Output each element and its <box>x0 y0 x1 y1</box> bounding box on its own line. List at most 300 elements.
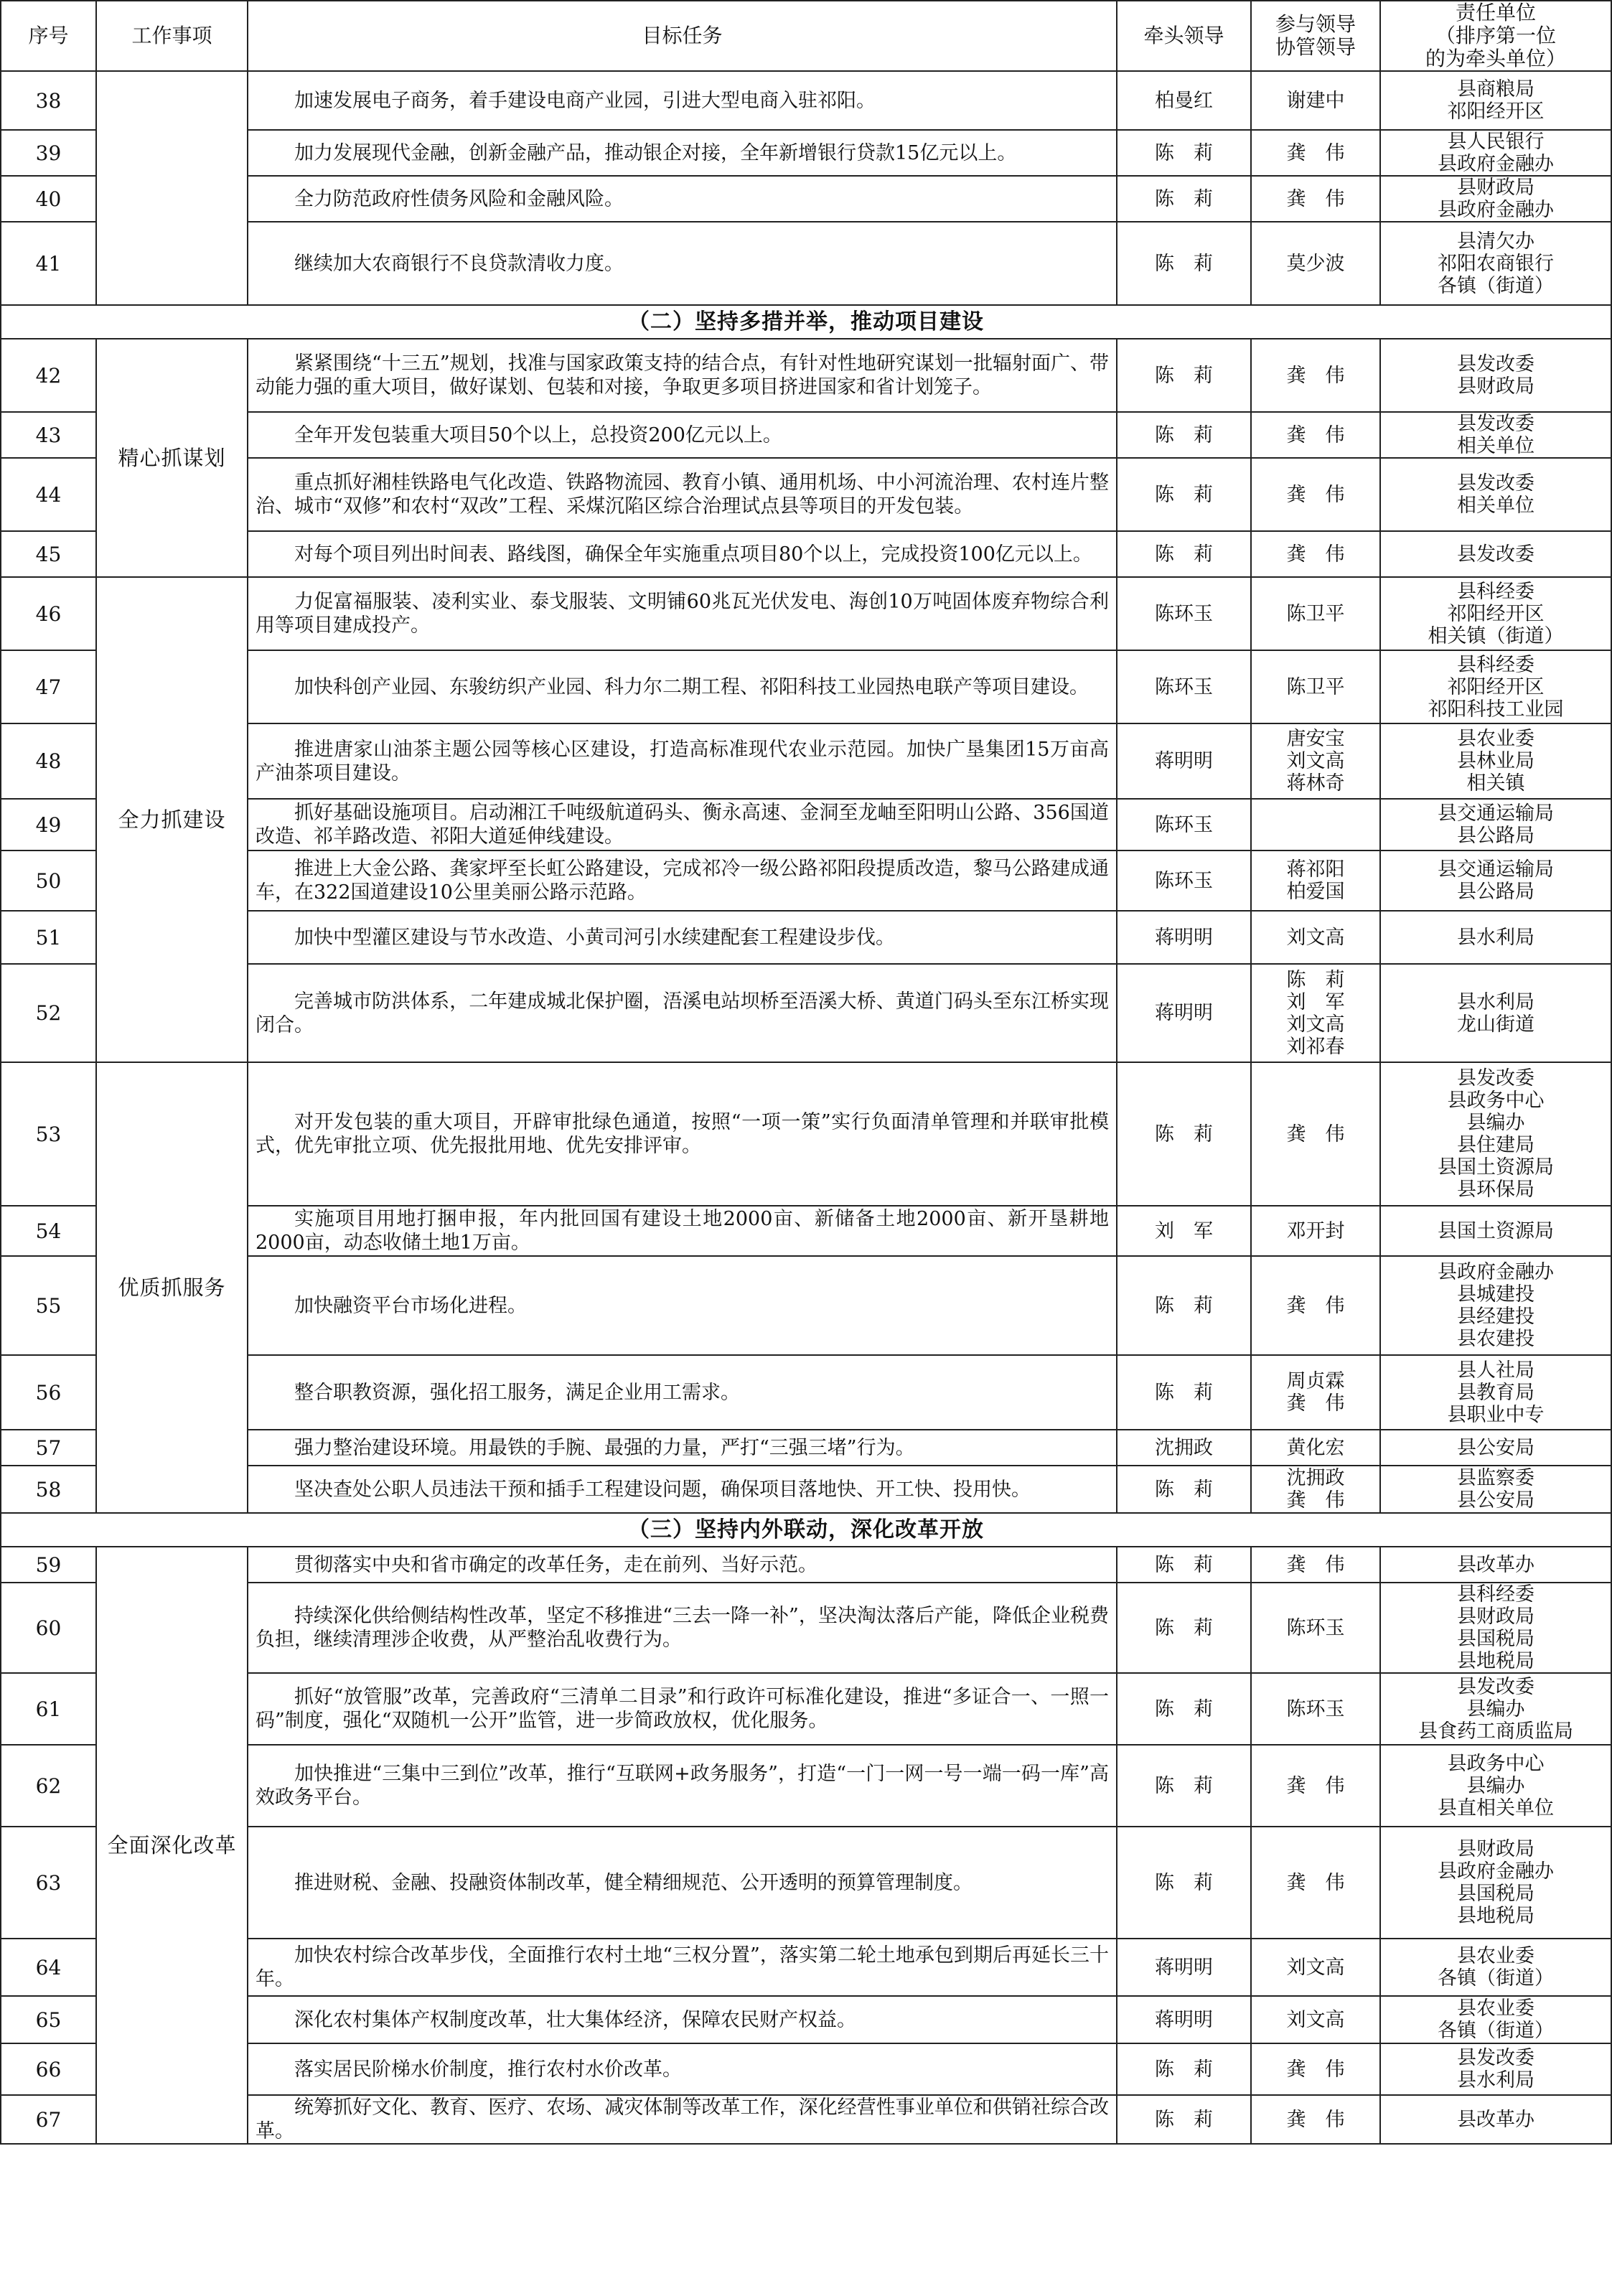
row-lead <box>1117 458 1251 531</box>
row-lead <box>1117 1466 1251 1513</box>
row-lead <box>1117 1355 1251 1430</box>
header-task: 目标任务 <box>248 1 1117 71</box>
lead-line: 陈 莉 <box>1155 187 1213 210</box>
lead-line: 蒋明明 <box>1155 1002 1213 1024</box>
org-line: 县编办 <box>1466 1774 1525 1797</box>
row-lead <box>1117 531 1251 577</box>
header-assist-line: 参与领导 <box>1275 12 1356 36</box>
row-seq: 38 <box>1 71 96 130</box>
row-lead <box>1117 71 1251 130</box>
assist-line: 陈环玉 <box>1286 1697 1345 1720</box>
row-seq: 56 <box>1 1355 96 1430</box>
row-task: 加快中型灌区建设与节水改造、小黄司河引水续建配套工程建设步伐。 <box>248 911 1117 964</box>
org-line: 祁阳科技工业园 <box>1428 698 1564 721</box>
row-seq: 44 <box>1 458 96 531</box>
org-line: 县经建投 <box>1457 1306 1534 1328</box>
row-org <box>1380 176 1611 222</box>
row-assist <box>1251 222 1380 305</box>
section-row <box>1 1513 1611 1547</box>
row-lead <box>1117 650 1251 723</box>
row-lead <box>1117 1745 1251 1827</box>
row-seq: 46 <box>1 577 96 650</box>
org-line: 县公安局 <box>1457 1489 1534 1512</box>
row-lead <box>1117 1206 1251 1256</box>
org-line: 县交通运输局 <box>1438 802 1554 825</box>
lead-line: 蒋明明 <box>1155 2008 1213 2031</box>
assist-line: 唐安宝 <box>1286 728 1345 750</box>
lead-line: 陈 莉 <box>1155 1871 1213 1894</box>
org-line: 相关镇 <box>1466 772 1525 795</box>
row-lead <box>1117 799 1251 851</box>
lead-line: 蒋明明 <box>1155 750 1213 772</box>
row-lead <box>1117 1256 1251 1355</box>
org-line: 县改革办 <box>1457 1553 1534 1576</box>
row-assist <box>1251 911 1380 964</box>
section-title: （二）坚持多措并举，推动项目建设 <box>1 305 1611 339</box>
row-assist <box>1251 412 1380 458</box>
org-line: 县职业中专 <box>1447 1403 1545 1426</box>
row-task: 推进财税、金融、投融资体制改革，健全精细规范、公开透明的预算管理制度。 <box>248 1827 1117 1939</box>
assist-line: 龚 伟 <box>1286 1553 1345 1576</box>
row-lead <box>1117 412 1251 458</box>
row-seq: 51 <box>1 911 96 964</box>
assist-line: 蒋祁阳 <box>1286 858 1345 881</box>
assist-line: 龚 伟 <box>1286 1392 1345 1415</box>
row-task: 加快融资平台市场化进程。 <box>248 1256 1117 1355</box>
assist-line: 柏爱国 <box>1286 881 1345 903</box>
row-seq: 42 <box>1 339 96 412</box>
org-line: 各镇（街道） <box>1438 274 1554 297</box>
row-seq: 41 <box>1 222 96 305</box>
table-row <box>1 71 1611 130</box>
row-org <box>1380 222 1611 305</box>
lead-line: 陈环玉 <box>1155 869 1213 892</box>
org-line: 县发改委 <box>1457 2047 1534 2069</box>
row-task: 推进唐家山油茶主题公园等核心区建设，打造高标准现代农业示范园。加快广垦集团15万亩高产油茶项目建设。 <box>248 723 1117 799</box>
row-seq: 48 <box>1 723 96 799</box>
lead-line: 陈环玉 <box>1155 813 1213 836</box>
lead-line: 陈 莉 <box>1155 1774 1213 1797</box>
assist-line: 周贞霖 <box>1286 1370 1345 1392</box>
row-task: 重点抓好湘桂铁路电气化改造、铁路物流园、教育小镇、通用机场、中小河流治理、农村连片整治、城市“双修”和农村“双改”工程、采煤沉陷区综合治理试点县等项目的开发包装。 <box>248 458 1117 531</box>
lead-line: 陈 莉 <box>1155 2058 1213 2081</box>
header-assist <box>1251 1 1380 71</box>
row-lead <box>1117 964 1251 1062</box>
org-line: 县财政局 <box>1457 375 1534 398</box>
org-line: 县国税局 <box>1457 1883 1534 1905</box>
row-lead <box>1117 1673 1251 1745</box>
row-assist <box>1251 1256 1380 1355</box>
assist-line: 陈 莉 <box>1286 968 1345 991</box>
org-line: 县财政局 <box>1457 1606 1534 1628</box>
row-assist <box>1251 1827 1380 1939</box>
row-assist <box>1251 176 1380 222</box>
row-lead <box>1117 1547 1251 1583</box>
row-seq: 54 <box>1 1206 96 1256</box>
org-line: 县发改委 <box>1457 543 1534 566</box>
org-line: 县发改委 <box>1457 353 1534 375</box>
org-line: 县人社局 <box>1457 1359 1534 1382</box>
row-org <box>1380 799 1611 851</box>
org-line: 县交通运输局 <box>1438 858 1554 881</box>
assist-line: 龚 伟 <box>1286 423 1345 446</box>
lead-line: 陈 莉 <box>1155 1616 1213 1639</box>
org-line: 祁阳经开区 <box>1447 675 1545 698</box>
row-task: 紧紧围绕“十三五”规划，找准与国家政策支持的结合点，有针对性地研究谋划一批辐射面广、带动能力强的重大项目，做好谋划、包装和对接，争取更多项目挤进国家和省计划笼子。 <box>248 339 1117 412</box>
row-seq: 53 <box>1 1062 96 1206</box>
lead-line: 陈 莉 <box>1155 1697 1213 1720</box>
org-line: 县科经委 <box>1457 1583 1534 1606</box>
org-line: 县农业委 <box>1457 1997 1534 2020</box>
org-line: 祁阳农商银行 <box>1438 252 1554 275</box>
row-seq: 50 <box>1 851 96 911</box>
category-cell: 优质抓服务 <box>96 1062 248 1513</box>
table-body <box>1 1 1611 2144</box>
row-task: 全力防范政府性债务风险和金融风险。 <box>248 176 1117 222</box>
org-line: 县科经委 <box>1457 580 1534 603</box>
category-cell <box>96 71 248 305</box>
org-line: 县林业局 <box>1457 750 1534 772</box>
row-task: 全年开发包装重大项目50个以上，总投资200亿元以上。 <box>248 412 1117 458</box>
lead-line: 陈 莉 <box>1155 252 1213 275</box>
row-lead <box>1117 577 1251 650</box>
org-line: 县发改委 <box>1457 1067 1534 1090</box>
row-org <box>1380 412 1611 458</box>
row-seq: 62 <box>1 1745 96 1827</box>
assist-line: 黄化宏 <box>1286 1436 1345 1459</box>
row-org <box>1380 1939 1611 1996</box>
row-seq: 55 <box>1 1256 96 1355</box>
header-org <box>1380 1 1611 71</box>
header-seq: 序号 <box>1 1 96 71</box>
row-org <box>1380 911 1611 964</box>
row-seq: 52 <box>1 964 96 1062</box>
row-task: 力促富福服装、凌利实业、泰戈服装、文明铺60兆瓦光伏发电、海创10万吨固体废弃物综合利用等项目建成投产。 <box>248 577 1117 650</box>
assist-line: 刘文高 <box>1286 1013 1345 1036</box>
org-line: 县直相关单位 <box>1438 1796 1554 1819</box>
row-task: 加快推进“三集中三到位”改革，推行“互联网+政务服务”，打造“一门一网一号一端一码一库”高效政务平台。 <box>248 1745 1117 1827</box>
org-line: 县农建投 <box>1457 1328 1534 1350</box>
table-row <box>1 339 1611 412</box>
org-line: 县公路局 <box>1457 881 1534 903</box>
row-task: 持续深化供给侧结构性改革，坚定不移推进“三去一降一补”，坚决淘汰落后产能，降低企业税费负担，继续清理涉企收费，从严整治乱收费行为。 <box>248 1583 1117 1673</box>
row-task: 落实居民阶梯水价制度，推行农村水价改革。 <box>248 2043 1117 2095</box>
header-category: 工作事项 <box>96 1 248 71</box>
table-row <box>1 577 1611 650</box>
row-seq: 43 <box>1 412 96 458</box>
lead-line: 陈 莉 <box>1155 1123 1213 1145</box>
lead-line: 刘 军 <box>1155 1219 1213 1242</box>
row-org <box>1380 458 1611 531</box>
lead-line: 陈 莉 <box>1155 423 1213 446</box>
row-lead <box>1117 130 1251 176</box>
row-seq: 58 <box>1 1466 96 1513</box>
row-assist <box>1251 130 1380 176</box>
header-org-line: 的为牵头单位） <box>1425 47 1566 70</box>
lead-line: 陈 莉 <box>1155 1553 1213 1576</box>
row-task: 推进上大金公路、龚家坪至长虹公路建设，完成祁冷一级公路祁阳段提质改造，黎马公路建成通车，在322国道建设10公里美丽公路示范路。 <box>248 851 1117 911</box>
org-line: 县政府金融办 <box>1438 1261 1554 1283</box>
lead-line: 陈 莉 <box>1155 364 1213 387</box>
org-line: 县地税局 <box>1457 1905 1534 1927</box>
row-task: 抓好基础设施项目。启动湘江千吨级航道码头、衡永高速、金洞至龙岫至阳明山公路、356国道改造、祁羊路改造、祁阳大道延伸线建设。 <box>248 799 1117 851</box>
assist-line: 龚 伟 <box>1286 2058 1345 2081</box>
lead-line: 柏曼红 <box>1155 89 1213 112</box>
row-assist <box>1251 964 1380 1062</box>
row-seq: 59 <box>1 1547 96 1583</box>
row-task: 对每个项目列出时间表、路线图，确保全年实施重点项目80个以上，完成投资100亿元以上。 <box>248 531 1117 577</box>
table-row <box>1 1062 1611 1206</box>
org-line: 县发改委 <box>1457 413 1534 435</box>
org-line: 县农业委 <box>1457 728 1534 750</box>
org-line: 县食药工商质监局 <box>1418 1720 1573 1743</box>
row-org <box>1380 1466 1611 1513</box>
assist-line: 刘文高 <box>1286 926 1345 949</box>
org-line: 县科经委 <box>1457 653 1534 676</box>
org-line: 县政府金融办 <box>1438 1860 1554 1883</box>
assist-line: 龚 伟 <box>1286 1123 1345 1145</box>
row-assist <box>1251 1466 1380 1513</box>
row-assist <box>1251 1547 1380 1583</box>
org-line: 龙山街道 <box>1457 1013 1534 1036</box>
row-org <box>1380 851 1611 911</box>
row-lead <box>1117 911 1251 964</box>
row-seq: 49 <box>1 799 96 851</box>
org-line: 祁阳经开区 <box>1447 100 1545 123</box>
org-line: 县编办 <box>1466 1697 1525 1720</box>
row-task: 完善城市防洪体系，二年建成城北保护圈，浯溪电站坝桥至浯溪大桥、黄道门码头至东江桥实现闭合。 <box>248 964 1117 1062</box>
row-assist <box>1251 650 1380 723</box>
category-cell: 全面深化改革 <box>96 1547 248 2144</box>
lead-line: 陈 莉 <box>1155 141 1213 164</box>
org-line: 县水利局 <box>1457 990 1534 1013</box>
row-lead <box>1117 851 1251 911</box>
org-line: 县政务中心 <box>1447 1752 1545 1775</box>
org-line: 各镇（街道） <box>1438 1967 1554 1990</box>
row-lead <box>1117 176 1251 222</box>
row-org <box>1380 1355 1611 1430</box>
org-line: 县环保局 <box>1457 1179 1534 1201</box>
row-org <box>1380 71 1611 130</box>
org-line: 相关单位 <box>1457 495 1534 517</box>
row-assist <box>1251 799 1380 851</box>
row-task: 贯彻落实中央和省市确定的改革任务，走在前列、当好示范。 <box>248 1547 1117 1583</box>
row-seq: 67 <box>1 2095 96 2144</box>
header-org-line: 责任单位 <box>1455 1 1536 24</box>
row-org <box>1380 1430 1611 1466</box>
org-line: 县商粮局 <box>1457 78 1534 100</box>
assist-line: 龚 伟 <box>1286 1774 1345 1797</box>
row-org <box>1380 723 1611 799</box>
row-lead <box>1117 222 1251 305</box>
row-assist <box>1251 1996 1380 2043</box>
org-line: 县发改委 <box>1457 1675 1534 1698</box>
row-org <box>1380 2095 1611 2144</box>
row-org <box>1380 964 1611 1062</box>
row-seq: 60 <box>1 1583 96 1673</box>
assist-line: 龚 伟 <box>1286 364 1345 387</box>
org-line: 县人民银行 <box>1447 131 1545 153</box>
row-assist <box>1251 339 1380 412</box>
row-org <box>1380 1996 1611 2043</box>
row-seq: 45 <box>1 531 96 577</box>
row-task: 加速发展电子商务，着手建设电商产业园，引进大型电商入驻祁阳。 <box>248 71 1117 130</box>
row-seq: 64 <box>1 1939 96 1996</box>
row-org <box>1380 650 1611 723</box>
row-task: 抓好“放管服”改革，完善政府“三清单二目录”和行政许可标准化建设，推进“多证合一、一照一码”制度，强化“双随机一公开”监管，进一步简政放权，优化服务。 <box>248 1673 1117 1745</box>
lead-line: 蒋明明 <box>1155 926 1213 949</box>
row-lead <box>1117 1062 1251 1206</box>
category-cell: 精心抓谋划 <box>96 339 248 577</box>
row-seq: 39 <box>1 130 96 176</box>
row-seq: 66 <box>1 2043 96 2095</box>
assist-line: 谢建中 <box>1286 89 1345 112</box>
org-line: 县城建投 <box>1457 1283 1534 1306</box>
row-task: 实施项目用地打捆申报，年内批回国有建设土地2000亩、新储备土地2000亩、新开垦耕地2000亩，动态收储土地1万亩。 <box>248 1206 1117 1256</box>
row-task: 坚决查处公职人员违法干预和插手工程建设问题，确保项目落地快、开工快、投用快。 <box>248 1466 1117 1513</box>
row-task: 整合职教资源，强化招工服务，满足企业用工需求。 <box>248 1355 1117 1430</box>
org-line: 县公安局 <box>1457 1436 1534 1459</box>
row-assist <box>1251 531 1380 577</box>
row-task: 对开发包装的重大项目，开辟审批绿色通道，按照“一项一策”实行负面清单管理和并联审批模式，优先审批立项、优先报批用地、优先安排评审。 <box>248 1062 1117 1206</box>
lead-line: 陈 莉 <box>1155 2108 1213 2131</box>
row-org <box>1380 130 1611 176</box>
org-line: 县政府金融办 <box>1438 153 1554 175</box>
table-row <box>1 1547 1611 1583</box>
row-lead <box>1117 1939 1251 1996</box>
row-org <box>1380 2043 1611 2095</box>
row-seq: 65 <box>1 1996 96 2043</box>
org-line: 相关镇（街道） <box>1428 624 1564 647</box>
row-lead <box>1117 1583 1251 1673</box>
assist-line: 刘文高 <box>1286 2008 1345 2031</box>
row-org <box>1380 1827 1611 1939</box>
row-org <box>1380 1062 1611 1206</box>
row-org <box>1380 1256 1611 1355</box>
row-assist <box>1251 1430 1380 1466</box>
org-line: 县教育局 <box>1457 1381 1534 1404</box>
row-org <box>1380 1583 1611 1673</box>
lead-line: 陈 莉 <box>1155 483 1213 506</box>
lead-line: 沈拥政 <box>1155 1436 1213 1459</box>
assist-line: 龚 伟 <box>1286 483 1345 506</box>
row-org <box>1380 1206 1611 1256</box>
table-header-row <box>1 1 1611 71</box>
row-task: 加快科创产业园、东骏纺织产业园、科力尔二期工程、祁阳科技工业园热电联产等项目建设。 <box>248 650 1117 723</box>
row-task: 继续加大农商银行不良贷款清收力度。 <box>248 222 1117 305</box>
row-assist <box>1251 71 1380 130</box>
org-line: 县国土资源局 <box>1438 1156 1554 1179</box>
row-assist <box>1251 2043 1380 2095</box>
row-org <box>1380 531 1611 577</box>
row-seq: 57 <box>1 1430 96 1466</box>
assist-line: 陈卫平 <box>1286 675 1345 698</box>
org-line: 县改革办 <box>1457 2108 1534 2131</box>
row-org <box>1380 1547 1611 1583</box>
row-lead <box>1117 339 1251 412</box>
org-line: 县发改委 <box>1457 472 1534 495</box>
lead-line: 陈 莉 <box>1155 1294 1213 1317</box>
org-line: 祁阳经开区 <box>1447 602 1545 625</box>
org-line: 县公路局 <box>1457 825 1534 847</box>
header-assist-line: 协管领导 <box>1275 35 1356 59</box>
lead-line: 陈环玉 <box>1155 675 1213 698</box>
org-line: 县农业委 <box>1457 1945 1534 1967</box>
row-org <box>1380 577 1611 650</box>
row-assist <box>1251 1583 1380 1673</box>
assist-line: 陈卫平 <box>1286 602 1345 625</box>
row-seq: 61 <box>1 1673 96 1745</box>
row-task: 统筹抓好文化、教育、医疗、农场、减灾体制等改革工作，深化经营性事业单位和供销社综合改革。 <box>248 2095 1117 2144</box>
row-lead <box>1117 1430 1251 1466</box>
header-org-line: （排序第一位 <box>1435 24 1556 47</box>
row-assist <box>1251 1355 1380 1430</box>
row-assist <box>1251 1062 1380 1206</box>
row-assist <box>1251 1673 1380 1745</box>
row-assist <box>1251 458 1380 531</box>
row-assist <box>1251 1206 1380 1256</box>
assist-line: 陈环玉 <box>1286 1616 1345 1639</box>
assist-line: 龚 伟 <box>1286 2108 1345 2131</box>
row-lead <box>1117 1827 1251 1939</box>
org-line: 县政府金融办 <box>1438 199 1554 221</box>
row-org <box>1380 339 1611 412</box>
org-line: 各镇（街道） <box>1438 2020 1554 2042</box>
category-cell: 全力抓建设 <box>96 577 248 1062</box>
row-assist <box>1251 851 1380 911</box>
lead-line: 陈 莉 <box>1155 1478 1213 1501</box>
assist-line: 龚 伟 <box>1286 187 1345 210</box>
row-seq: 40 <box>1 176 96 222</box>
org-line: 县国税局 <box>1457 1628 1534 1650</box>
org-line: 县国土资源局 <box>1438 1219 1554 1242</box>
org-line: 县水利局 <box>1457 926 1534 949</box>
row-org <box>1380 1673 1611 1745</box>
assist-line: 龚 伟 <box>1286 543 1345 566</box>
row-assist <box>1251 723 1380 799</box>
lead-line: 陈 莉 <box>1155 1381 1213 1404</box>
assist-line: 刘文高 <box>1286 750 1345 772</box>
assist-line: 龚 伟 <box>1286 141 1345 164</box>
org-line: 县地税局 <box>1457 1650 1534 1672</box>
row-assist <box>1251 1939 1380 1996</box>
org-line: 县财政局 <box>1457 1838 1534 1860</box>
lead-line: 蒋明明 <box>1155 1956 1213 1979</box>
row-assist <box>1251 1745 1380 1827</box>
org-line: 县水利局 <box>1457 2069 1534 2091</box>
assist-line: 刘祁春 <box>1286 1035 1345 1058</box>
org-line: 相关单位 <box>1457 435 1534 457</box>
row-lead <box>1117 1996 1251 2043</box>
assist-line: 龚 伟 <box>1286 1294 1345 1317</box>
assist-line: 龚 伟 <box>1286 1489 1345 1512</box>
row-task: 加快农村综合改革步伐，全面推行农村土地“三权分置”，落实第二轮土地承包到期后再延长三十年。 <box>248 1939 1117 1996</box>
org-line: 县编办 <box>1466 1112 1525 1134</box>
assist-line: 莫少波 <box>1286 252 1345 275</box>
row-assist <box>1251 2095 1380 2144</box>
assist-line: 龚 伟 <box>1286 1871 1345 1894</box>
org-line: 县监察委 <box>1457 1467 1534 1489</box>
row-lead <box>1117 723 1251 799</box>
section-row <box>1 305 1611 339</box>
row-org <box>1380 1745 1611 1827</box>
org-line: 县财政局 <box>1457 177 1534 199</box>
row-task: 深化农村集体产权制度改革，壮大集体经济，保障农民财产权益。 <box>248 1996 1117 2043</box>
row-seq: 63 <box>1 1827 96 1939</box>
row-task: 强力整治建设环境。用最铁的手腕、最强的力量，严打“三强三堵”行为。 <box>248 1430 1117 1466</box>
row-assist <box>1251 577 1380 650</box>
org-line: 县政务中心 <box>1447 1090 1545 1112</box>
